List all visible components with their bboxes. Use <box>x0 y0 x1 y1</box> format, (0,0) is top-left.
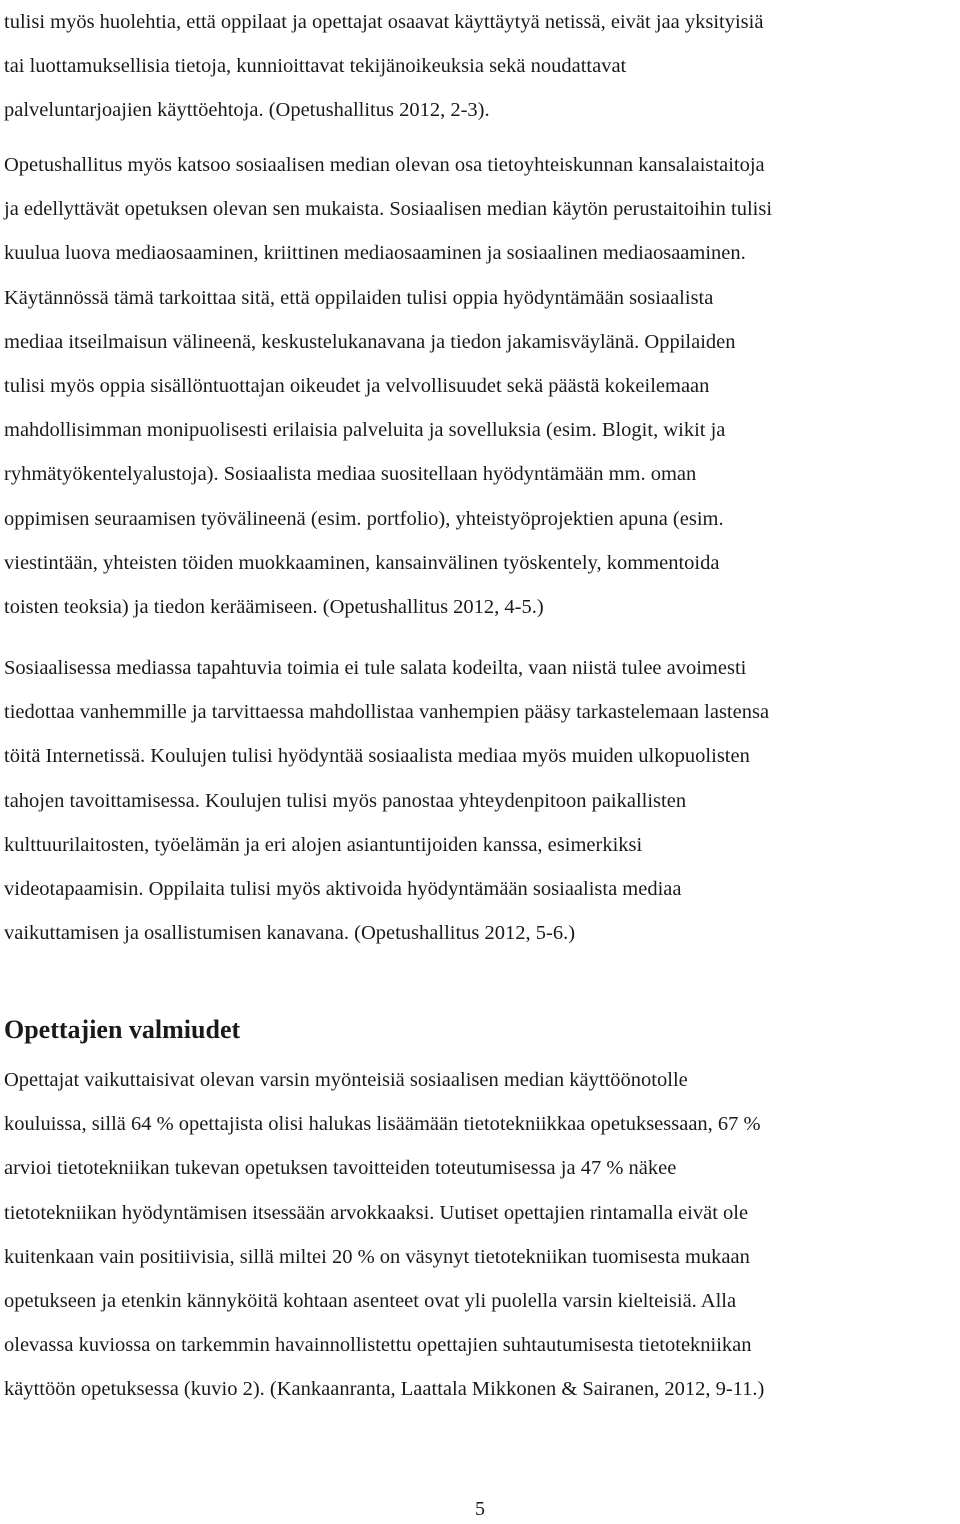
text-line: kouluissa, sillä 64 % opettajista olisi halukas lisäämään tietotekniikkaa opetuksessaan, 67 % <box>4 1113 761 1136</box>
text-line: kulttuurilaitosten, työelämän ja eri alojen asiantuntijoiden kanssa, esimerkiksi <box>4 833 643 856</box>
text-line: olevassa kuviossa on tarkemmin havainnollistettu opettajien suhtautumisesta tietotekniikan <box>4 1334 752 1357</box>
text-line: tietotekniikan hyödyntämisen itsessään arvokkaaksi. Uutiset opettajien rintamalla eivät ole <box>4 1201 749 1224</box>
text-line: mediaa itseilmaisun välineenä, keskustelukanavana ja tiedon jakamisväylänä. Oppilaiden <box>4 330 736 353</box>
text-line: videotapaamisin. Oppilaita tulisi myös aktivoida hyödyntämään sosiaalista mediaa <box>4 877 682 900</box>
text-line: Opettajat vaikuttaisivat olevan varsin myönteisiä sosiaalisen median käyttöönotolle <box>4 1069 688 1091</box>
text-line: käyttöön opetuksessa (kuvio 2). (Kankaanranta, Laattala Mikkonen & Sairanen, 2012, 9-11.) <box>4 1378 765 1401</box>
text-line: kuulua luova mediaosaaminen, kriittinen mediaosaaminen ja sosiaalinen mediaosaaminen. <box>4 242 746 265</box>
page-number: 5 <box>475 1498 485 1520</box>
section-heading: Opettajien valmiudet <box>4 1015 241 1044</box>
paragraph-4 <box>4 1058 956 1412</box>
text-line: vaikuttamisen ja osallistumisen kanavana. (Opetushallitus 2012, 5-6.) <box>4 922 576 945</box>
text-line: Opetushallitus myös katsoo sosiaalisen median olevan osa tietoyhteiskunnan kansalaistaitoja <box>4 154 765 176</box>
paragraph-3 <box>4 646 956 955</box>
text-line: oppimisen seuraamisen työvälineenä (esim. portfolio), yhteistyöprojektien apuna (esim. <box>4 507 724 530</box>
text-line: ja edellyttävät opetuksen olevan sen mukaista. Sosiaalisen median käytön perustaitoihin tulisi <box>4 198 773 221</box>
text-line: palveluntarjoajien käyttöehtoja. (Opetushallitus 2012, 2-3). <box>4 99 490 122</box>
text-line: viestintään, yhteisten töiden muokkaaminen, kansainvälinen työskentely, kommentoida <box>4 551 720 574</box>
text-line: tahojen tavoittamisessa. Koulujen tulisi myös panostaa yhteydenpitoon paikallisten <box>4 789 687 812</box>
text-line: tulisi myös huolehtia, että oppilaat ja opettajat osaavat käyttäytyä netissä, eivät jaa yksityisiä <box>4 11 764 33</box>
text-line: kuitenkaan vain positiivisia, sillä miltei 20 % on väsynyt tietotekniikan tuomisesta mukaan <box>4 1245 750 1268</box>
text-line: tai luottamuksellisia tietoja, kunnioittavat tekijänoikeuksia sekä noudattavat <box>4 55 627 78</box>
text-line: toisten teoksia) ja tiedon keräämiseen. (Opetushallitus 2012, 4-5.) <box>4 595 544 618</box>
text-line: Käytännössä tämä tarkoittaa sitä, että oppilaiden tulisi oppia hyödyntämään sosiaalista <box>4 286 714 309</box>
paragraph-1 <box>4 0 956 133</box>
text-line: arvioi tietotekniikan tukevan opetuksen tavoitteiden toteutumisessa ja 47 % näkee <box>4 1157 677 1180</box>
text-line: opetukseen ja etenkin kännyköitä kohtaan asenteet ovat yli puolella varsin kielteisiä. Alla <box>4 1289 737 1312</box>
text-line: Sosiaalisessa mediassa tapahtuvia toimia ei tule salata kodeilta, vaan niistä tulee avoimesti <box>4 657 747 679</box>
text-line: mahdollisimman monipuolisesti erilaisia palveluita ja sovelluksia (esim. Blogit, wikit ja <box>4 419 726 442</box>
paragraph-2 <box>4 143 956 629</box>
text-line: töitä Internetissä. Koulujen tulisi hyödyntää sosiaalista mediaa myös muiden ulkopuolisten <box>4 745 750 768</box>
text-line: tulisi myös oppia sisällöntuottajan oikeudet ja velvollisuudet sekä päästä kokeilemaan <box>4 374 710 397</box>
text-line: ryhmätyökentelyalustoja). Sosiaalista mediaa suositellaan hyödyntämään mm. oman <box>4 463 697 486</box>
text-line: tiedottaa vanhemmille ja tarvittaessa mahdollistaa vanhempien pääsy tarkastelemaan lastensa <box>4 701 770 724</box>
